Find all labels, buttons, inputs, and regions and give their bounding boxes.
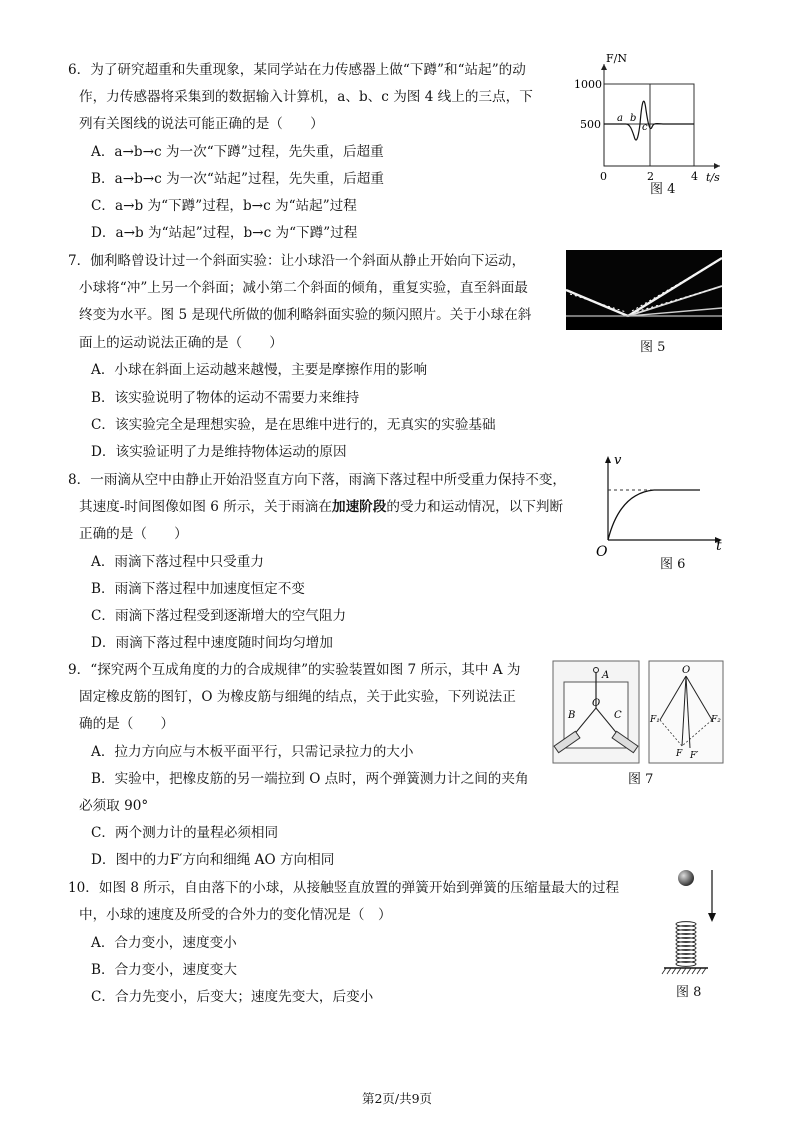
fig4-y-tick-500: 500 (580, 118, 601, 131)
q8-option-c: C．雨滴下落过程受到逐渐增大的空气阻力 (91, 608, 347, 624)
q8-option-b: B．雨滴下落过程中加速度恒定不变 (91, 581, 305, 597)
q6-option-a: A．a→b→c 为一次“下蹲”过程，先失重，后超重 (91, 144, 384, 160)
fig7-label-f2: F₂ (711, 715, 721, 725)
fig4-x-tick-4: 4 (691, 170, 698, 183)
figure-8-caption: 图 8 (676, 985, 702, 1000)
q6-stem-line-2: 作，力传感器将采集到的数据输入计算机，a、b、c 为图 4 线上的三点，下 (79, 89, 533, 105)
q8-stem-line-3: 正确的是（ ） (79, 526, 188, 542)
q6-stem-line-3: 列有关图线的说法可能正确的是（ ） (79, 116, 324, 132)
fig6-y-axis-label: v (614, 453, 622, 468)
fig7-label-b: B (568, 710, 576, 721)
q10-stem-line-2: 中，小球的速度及所受的合外力的变化情况是（ ） (79, 907, 392, 923)
fig4-x-tick-2: 2 (647, 170, 654, 183)
figure-7-force-diagram (648, 660, 724, 764)
q10-option-b: B．合力变小，速度变大 (91, 962, 237, 978)
q10-stem-line-1: 10．如图 8 所示，自由落下的小球，从接触竖直放置的弹簧开始到弹簧的压缩量最大的过程 (68, 880, 620, 896)
figure-5-caption: 图 5 (640, 340, 666, 355)
q7-option-d: D．该实验证明了力是维持物体运动的原因 (91, 444, 347, 460)
q7-stem-line-4: 面上的运动说法正确的是（ ） (79, 335, 283, 351)
q7-option-a: A．小球在斜面上运动越来越慢，主要是摩擦作用的影响 (91, 362, 428, 378)
q9-stem-line-2: 固定橡皮筋的图钉，O 为橡皮筋与细绳的结点，关于此实验，下列说法正 (79, 689, 516, 705)
q8-option-d: D．雨滴下落过程中速度随时间均匀增加 (91, 635, 333, 651)
q9-option-a: A．拉力方向应与木板平面平行，只需记录拉力的大小 (91, 744, 414, 760)
fig4-x-tick-0: 0 (600, 170, 607, 183)
figure-6-caption: 图 6 (660, 557, 686, 572)
q8-option-a: A．雨滴下落过程中只受重力 (91, 554, 264, 570)
page-footer: 第2页/共9页 (361, 1091, 433, 1106)
figure-8-ball-and-spring (650, 862, 730, 984)
q9-stem-line-3: 确的是（ ） (79, 716, 175, 732)
fig7-label-o: O (592, 698, 601, 709)
figure-5-strobe-photo (566, 250, 722, 330)
q8-stem-line-2-pre: 其速度-时间图像如图 6 所示，关于雨滴在 (79, 499, 332, 515)
q6-option-c: C．a→b 为“下蹲”过程，b→c 为“站起”过程 (91, 198, 357, 214)
q9-option-d: D．图中的力F′方向和细绳 AO 方向相同 (91, 852, 335, 868)
fig4-x-axis-label: t/s (706, 171, 720, 184)
q8-emphasis-accel-phase: 加速阶段 (331, 499, 387, 515)
q7-option-b: B．该实验说明了物体的运动不需要力来维持 (91, 390, 360, 406)
q7-option-c: C．该实验完全是理想实验，是在思维中进行的，无真实的实验基础 (91, 417, 496, 433)
figure-7-caption: 图 7 (628, 772, 654, 787)
fig6-x-axis-label: t (716, 538, 722, 554)
q10-option-c: C．合力先变小，后变大；速度先变大，后变小 (91, 989, 374, 1005)
q7-stem-line-1: 7．伽利略曾设计过一个斜面实验：让小球沿一个斜面从静止开始向下运动， (68, 253, 526, 269)
q9-option-b-continued: 必须取 90° (79, 798, 149, 814)
fig7-label-f-prime: F′ (690, 751, 699, 761)
q7-stem-line-3: 终变为水平。图 5 是现代所做的伽利略斜面实验的频闪照片。关于小球在斜 (79, 307, 532, 323)
fig4-y-axis-label: F/N (606, 52, 627, 65)
q10-option-a: A．合力变小，速度变小 (91, 935, 237, 951)
fig7-label-f1: F₁ (650, 715, 660, 725)
fig4-point-b: b (630, 113, 637, 124)
q8-stem-line-1: 8．一雨滴从空中由静止开始沿竖直方向下落，雨滴下落过程中所受重力保持不变， (68, 472, 567, 488)
q6-option-d: D．a→b 为“站起”过程，b→c 为“下蹲”过程 (91, 225, 358, 241)
figure-6-velocity-time-graph (590, 448, 740, 560)
q6-option-b: B．a→b→c 为一次“站起”过程，先失重，后超重 (91, 171, 384, 187)
q6-stem-line-1: 6．为了研究超重和失重现象，某同学站在力传感器上做“下蹲”和“站起”的动 (68, 62, 526, 78)
q7-stem-line-2: 小球将“冲”上另一个斜面；减小第二个斜面的倾角，重复实验，直至斜面最 (79, 280, 528, 296)
ground-hatching (662, 968, 706, 974)
q9-option-c: C．两个测力计的量程必须相同 (91, 825, 279, 841)
fig7-right-label-o: O (682, 665, 691, 676)
vertical-spring (676, 922, 696, 967)
figure-4-caption: 图 4 (650, 182, 676, 197)
fig7-label-c: C (614, 710, 622, 721)
fig7-label-a: A (602, 670, 610, 681)
fig7-label-f: F (676, 749, 683, 759)
fig4-point-a: a (617, 113, 623, 124)
figure-7-apparatus (552, 660, 640, 764)
q9-option-b: B．实验中，把橡皮筋的另一端拉到 O 点时，两个弹簧测力计之间的夹角 (91, 771, 529, 787)
q8-stem-line-2 (79, 497, 563, 517)
fig4-y-tick-1000: 1000 (574, 78, 602, 91)
falling-ball (678, 870, 694, 886)
figure-4-force-time-graph (570, 50, 730, 200)
fig4-point-c: c (642, 122, 648, 133)
q8-stem-line-2-post: 的受力和运动情况，以下判断 (386, 499, 564, 515)
q9-stem-line-1: 9．“探究两个互成角度的力的合成规律”的实验装置如图 7 所示，其中 A 为 (68, 662, 521, 678)
fig6-origin-label: O (596, 544, 608, 560)
